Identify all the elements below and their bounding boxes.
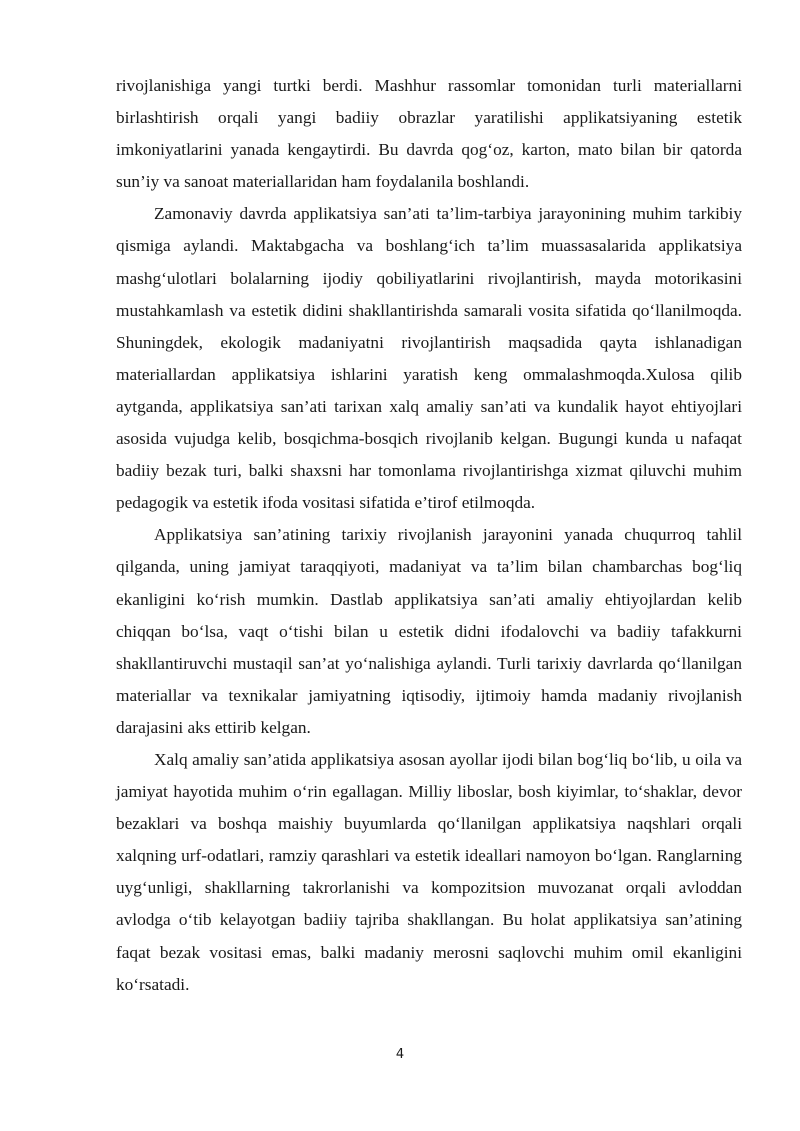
paragraph-continuation: rivojlanishiga yangi turtki berdi. Mashhur rassomlar tomonidan turli materiallarni birlashtirish orqali yangi badiiy obrazlar yaratilishi applikatsiyaning estetik imkoniyatlarini yanada kengaytirdi. Bu davrda qog‘oz, karton, mato bilan bir qatorda sun’iy va sanoat materiallaridan ham foydalanila boshlandi.: [116, 76, 742, 192]
document-body: [116, 70, 742, 1001]
paragraph-modern-era: Zamonaviy davrda applikatsiya san’ati ta’lim-tarbiya jarayonining muhim tarkibiy qismiga aylandi. Maktabgacha va boshlang‘ich ta’lim muassasalarida applikatsiya mashg‘ulotlari bolalarning ijodiy qobiliyatlarini rivojlantirish, mayda motorikasini mustahkamlash va estetik didini shakllantirishda samarali vosita sifatida qo‘llanilmoqda. Shuningdek, ekologik madaniyatni rivojlantirish maqsadida qayta ishlanadigan materiallardan applikatsiya ishlarini yaratish keng ommalashmoqda.Xulosa qilib aytganda, applikatsiya san’ati tarixan xalq amaliy san’ati va kundalik hayot ehtiyojlari asosida vujudga kelib, bosqichma-bosqich rivojlanib kelgan. Bugungi kunda u nafaqat badiiy bezak turi, balki shaxsni har tomonlama rivojlantirishga xizmat qiluvchi muhim pedagogik va estetik ifoda vositasi sifatida e’tirof etilmoqda.: [116, 204, 742, 513]
paragraph-historical-analysis: Applikatsiya san’atining tarixiy rivojlanish jarayonini yanada chuqurroq tahlil qilganda, uning jamiyat taraqqiyoti, madaniyat va ta’lim bilan chambarchas bog‘liq ekanligini ko‘rish mumkin. Dastlab applikatsiya san’ati amaliy ehtiyojlardan kelib chiqqan bo‘lsa, vaqt o‘tishi bilan u estetik didni ifodalovchi va badiiy tafakkurni shakllantiruvchi mustaqil san’at yo‘nalishiga aylandi. Turli tarixiy davrlarda qo‘llanilgan materiallar va texnikalar jamiyatning iqtisodiy, ijtimoiy hamda madaniy rivojlanish darajasini aks ettirib kelgan.: [116, 525, 742, 737]
page-number: 4: [395, 1047, 405, 1062]
paragraph-folk-art: Xalq amaliy san’atida applikatsiya asosan ayollar ijodi bilan bog‘liq bo‘lib, u oila va jamiyat hayotida muhim o‘rin egallagan. Milliy liboslar, bosh kiyimlar, to‘shaklar, devor bezaklari va boshqa maishiy buyumlarda qo‘llanilgan applikatsiya naqshlari orqali xalqning urf-odatlari, ramziy qarashlari va estetik ideallari namoyon bo‘lgan. Ranglarning uyg‘unligi, shakllarning takrorlanishi va kompozitsion muvozanat orqali avloddan avlodga o‘tib kelayotgan badiiy tajriba shakllangan. Bu holat applikatsiya san’atining faqat bezak vositasi emas, balki madaniy merosni saqlovchi muhim omil ekanligini ko‘rsatadi.: [116, 749, 742, 994]
